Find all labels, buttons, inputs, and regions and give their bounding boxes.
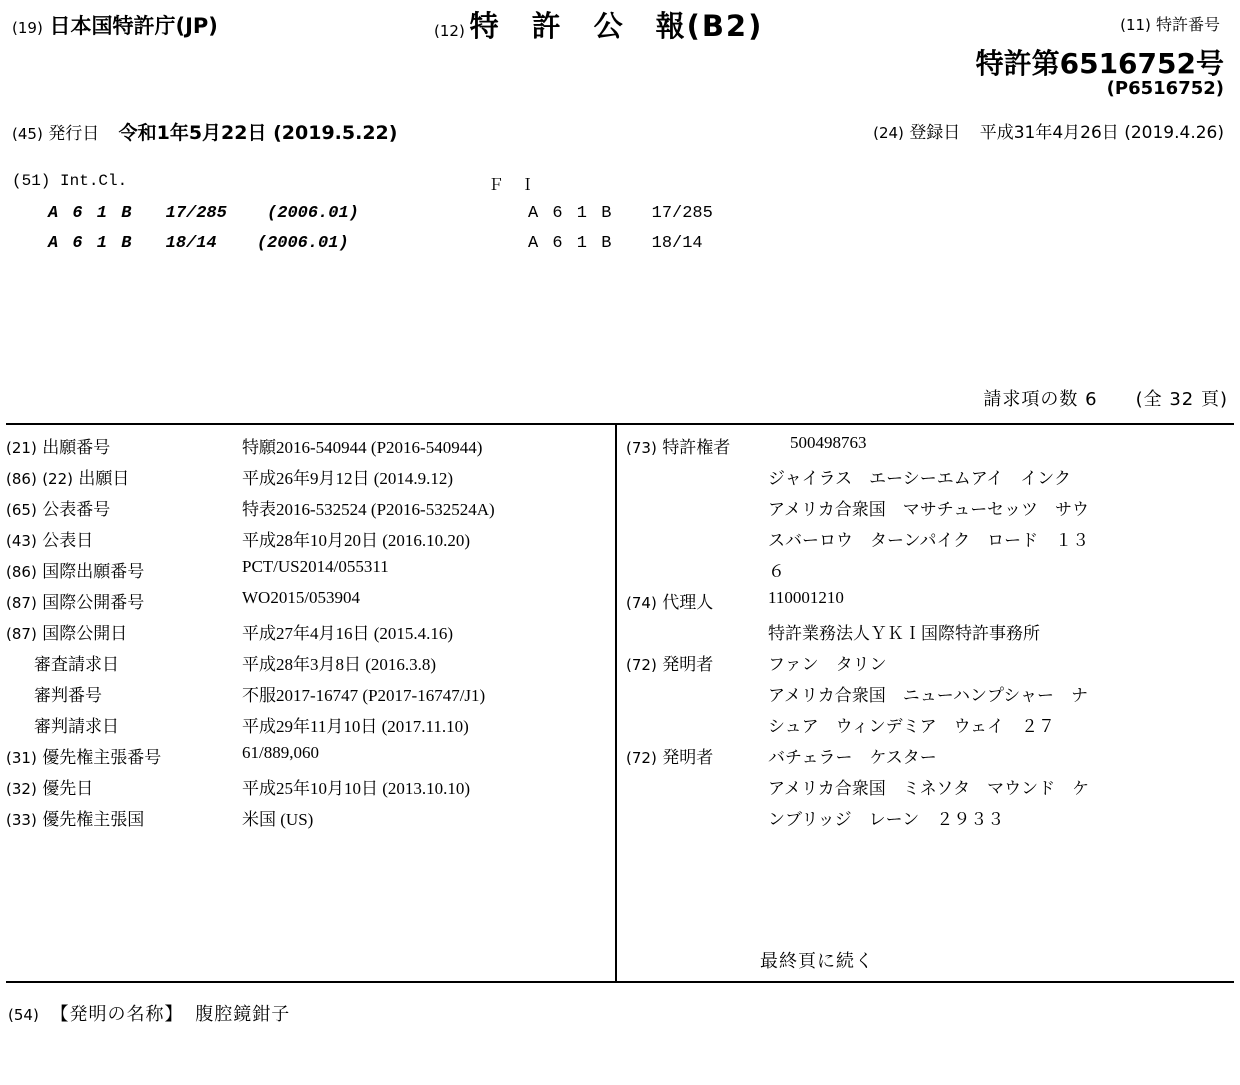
field-code: (87) (6, 594, 37, 612)
table-row (6, 743, 610, 774)
field-value: 特許業務法人ＹＫＩ国際特許事務所 (768, 624, 1040, 643)
registration-date-code: (24) (873, 124, 904, 142)
fi-classification (528, 204, 713, 223)
ipc-group: 17/285 (165, 204, 227, 223)
table-row (626, 557, 1234, 588)
table-row (6, 526, 610, 557)
fi-classification (528, 234, 703, 253)
ipc-classification (48, 234, 349, 253)
ipc-row (10, 234, 1230, 264)
patent-number-code: (11) (1120, 16, 1151, 34)
ipc-code: A 6 1 B (48, 234, 134, 253)
field-caption: 審判請求日 (34, 717, 119, 737)
table-row (6, 774, 610, 805)
field-label (626, 743, 713, 768)
field-label (6, 495, 110, 520)
field-label (6, 433, 110, 458)
field-label (6, 526, 93, 551)
field-value: 不服2017-16747 (P2017-16747/J1) (242, 686, 486, 705)
field-label (626, 650, 713, 675)
field-value: アメリカ合衆国 ミネソタ マウンド ケ (768, 779, 1090, 798)
field-label (6, 619, 127, 644)
field-code: (74) (626, 594, 657, 612)
field-value: 平成28年3月8日 (2016.3.8) (242, 655, 437, 674)
field-code: (31) (6, 749, 37, 767)
field-code: (43) (6, 532, 37, 550)
office-name: 日本国特許庁(JP) (49, 14, 218, 38)
field-value: PCT/US2014/055311 (242, 557, 389, 576)
registration-date (873, 118, 1224, 143)
field-value: WO2015/053904 (242, 588, 361, 607)
field-code: (73) (626, 439, 657, 457)
table-row (626, 805, 1234, 836)
table-bottom-rule (6, 981, 1234, 983)
field-caption: 代理人 (662, 593, 714, 613)
table-row (626, 774, 1234, 805)
field-value: ファン タリン (768, 655, 887, 674)
table-row (626, 495, 1234, 526)
field-value: 61/889,060 (242, 743, 319, 762)
field-caption: 国際公開日 (42, 624, 128, 644)
field-value: ジャイラス エーシーエムアイ インク (768, 469, 1071, 488)
document-kind (434, 4, 763, 45)
field-value: 110001210 (768, 588, 844, 607)
field-code: (21) (6, 439, 37, 457)
fi-group: 18/14 (651, 234, 703, 253)
table-row (6, 433, 610, 464)
table-row (626, 681, 1234, 712)
field-code: (33) (6, 811, 37, 829)
table-top-rule (6, 423, 1234, 425)
ipc-classification (48, 204, 359, 223)
ipc-section (10, 172, 1230, 272)
ipc-group: 18/14 (165, 234, 217, 253)
office-code: (19) (12, 19, 43, 37)
field-value: アメリカ合衆国 ニューハンプシャー ナ (768, 686, 1088, 705)
issue-date (12, 118, 397, 145)
patent-number-caption: 特許番号 (1155, 15, 1220, 34)
field-code: (72) (626, 749, 657, 767)
field-value: バチェラー ケスター (768, 748, 937, 767)
field-code: (86) (6, 470, 37, 488)
table-row (6, 650, 610, 681)
field-value: 平成28年10月20日 (2016.10.20) (242, 531, 471, 550)
field-value: 米国 (US) (242, 810, 314, 829)
field-caption: 審査請求日 (34, 655, 119, 675)
invention-title-value: 腹腔鏡鉗子 (195, 1004, 291, 1025)
field-caption: 出願番号 (42, 438, 111, 458)
invention-title-label: 【発明の名称】 (50, 1004, 184, 1025)
table-row (626, 433, 1234, 464)
issuing-office (12, 10, 218, 40)
field-label (34, 681, 102, 706)
field-label (34, 712, 119, 737)
field-value: 特願2016-540944 (P2016-540944) (242, 438, 483, 457)
ipc-code: A 6 1 B (48, 204, 134, 223)
invention-title (8, 1000, 290, 1026)
table-row (626, 650, 1234, 681)
field-caption: 国際出願番号 (42, 562, 145, 582)
table-row (6, 495, 610, 526)
claims-count: 請求項の数 6 (全 32 頁) (983, 389, 1228, 410)
registration-date-label: 登録日 (909, 123, 961, 143)
field-code-secondary: (22) (42, 470, 73, 488)
patent-number-value: 特許第6516752号 (975, 47, 1224, 80)
fi-label: Ｆ Ｉ (488, 177, 539, 195)
field-label (6, 588, 144, 613)
int-cl-code: (51) (12, 172, 51, 190)
field-label (6, 464, 129, 489)
field-code: (72) (626, 656, 657, 674)
table-divider (615, 425, 617, 981)
field-caption: 優先権主張番号 (42, 748, 162, 768)
field-value: アメリカ合衆国 マサチューセッツ サウ (768, 500, 1089, 519)
ipc-version: (2006.01) (256, 234, 349, 253)
field-label (626, 433, 730, 458)
field-code: (87) (6, 625, 37, 643)
field-value: 平成27年4月16日 (2015.4.16) (242, 624, 454, 643)
field-caption: 審判番号 (34, 686, 102, 706)
field-label (6, 743, 161, 768)
field-value: 平成29年11月10日 (2017.11.10) (242, 717, 469, 736)
field-caption: 出願日 (78, 469, 130, 489)
parties-column (626, 433, 1234, 836)
fi-code: A 6 1 B (528, 204, 614, 223)
table-row (626, 619, 1234, 650)
field-label (6, 805, 144, 830)
field-label (6, 774, 93, 799)
ipc-version: (2006.01) (267, 204, 359, 223)
table-row (6, 712, 610, 743)
document-kind-code: (12) (434, 22, 465, 40)
table-row (626, 526, 1234, 557)
field-caption: 特許権者 (662, 438, 731, 458)
field-code: (86) (6, 563, 37, 581)
issue-date-code: (45) (12, 125, 43, 143)
patent-number-paren: (P6516752) (1106, 78, 1224, 99)
invention-title-code: (54) (8, 1006, 39, 1024)
field-caption: 公表番号 (42, 500, 111, 520)
field-label (6, 557, 144, 582)
field-caption: 発明者 (662, 655, 714, 675)
document-header (10, 0, 1230, 150)
application-data-column (6, 433, 610, 836)
field-value: ６ (768, 562, 785, 581)
ipc-row (10, 204, 1230, 234)
field-label (34, 650, 119, 675)
table-row (6, 588, 610, 619)
table-row (626, 464, 1234, 495)
field-value: 平成26年9月12日 (2014.9.12) (242, 469, 454, 488)
table-row (6, 681, 610, 712)
issue-date-label: 発行日 (48, 124, 100, 144)
field-value: 特表2016-532524 (P2016-532524A) (242, 500, 495, 519)
int-cl-label (12, 172, 127, 190)
field-code: (32) (6, 780, 37, 798)
field-value: 500498763 (790, 433, 867, 452)
field-caption: 優先権主張国 (42, 810, 145, 830)
field-caption: 発明者 (662, 748, 714, 768)
field-value: シュア ウィンデミア ウェイ ２７ (768, 717, 1055, 736)
field-value: スバーロウ ターンパイク ロード １３ (768, 531, 1090, 550)
table-row (6, 619, 610, 650)
table-row (6, 557, 610, 588)
patent-number-label (1120, 12, 1220, 35)
field-caption: 公表日 (42, 531, 94, 551)
field-value: 平成25年10月10日 (2013.10.10) (242, 779, 471, 798)
field-code: (65) (6, 501, 37, 519)
int-cl-caption: Int.Cl. (60, 172, 128, 190)
issue-date-value: 令和1年5月22日 (2019.5.22) (118, 122, 398, 144)
bibliographic-table (0, 423, 1240, 983)
table-row (6, 805, 610, 836)
field-label (626, 588, 713, 613)
table-row (6, 464, 610, 495)
table-row (626, 743, 1234, 774)
table-row (626, 712, 1234, 743)
document-kind-name: 特 許 公 報(B2) (469, 9, 764, 43)
registration-date-value: 平成31年4月26日 (2019.4.26) (979, 123, 1224, 143)
fi-code: A 6 1 B (528, 234, 614, 253)
fi-group: 17/285 (651, 204, 713, 223)
field-caption: 優先日 (42, 779, 94, 799)
table-row (626, 588, 1234, 619)
continued-note: 最終頁に続く (760, 951, 874, 972)
field-caption: 国際公開番号 (42, 593, 145, 613)
field-value: ンブリッジ レーン ２９３３ (768, 810, 1005, 829)
